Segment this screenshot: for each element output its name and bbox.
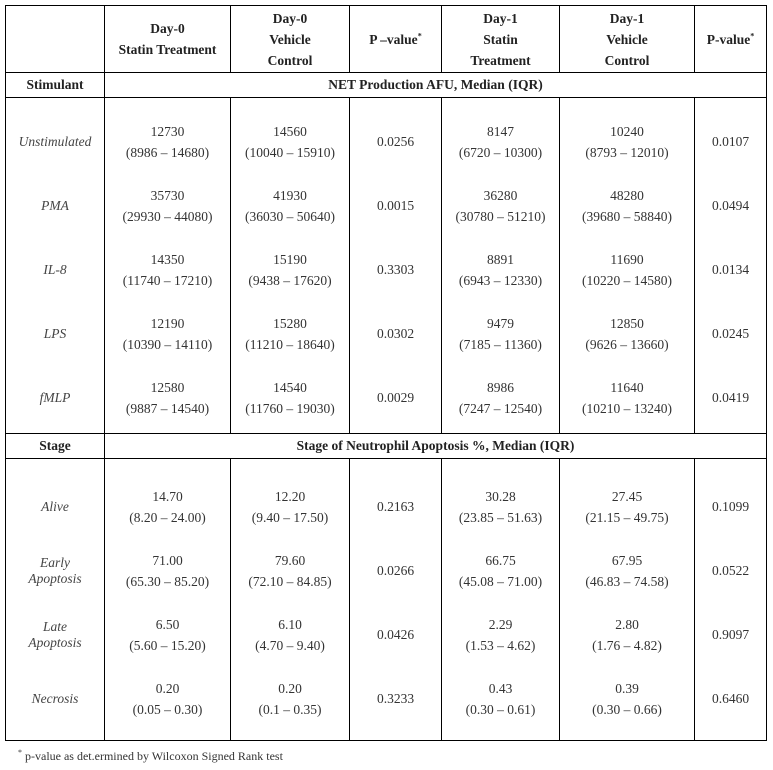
day1-vehicle-value-line: 0.39 (615, 680, 639, 696)
day1-vehicle-value (560, 475, 694, 539)
day0-statin-value (105, 238, 230, 302)
row-label-column (6, 459, 105, 741)
day0-statin-value-line: (11740 – 17210) (122, 272, 213, 288)
day0-vehicle-value (231, 475, 349, 539)
day0-vehicle-value-line: (9.40 – 17.50) (251, 509, 329, 525)
day1-vehicle-value-line: 48280 (610, 187, 644, 203)
row-label-line: Late (42, 618, 67, 634)
day1-vehicle-value (560, 366, 694, 430)
row-label-line: Apoptosis (28, 570, 82, 586)
header-day1-statin (442, 6, 560, 73)
day0-vehicle-value-line: (11210 – 18640) (245, 336, 335, 352)
header-line: Treatment (470, 52, 531, 68)
day0-vehicle-value (231, 366, 349, 430)
day1-statin-value-line: (6720 – 10300) (458, 144, 543, 160)
day1-statin-value-line: 36280 (483, 187, 518, 203)
row-label (6, 110, 104, 174)
day1-statin-value (442, 475, 559, 539)
day0-vehicle-value-column (231, 459, 350, 741)
p-value-day1 (695, 539, 766, 603)
day1-statin-value-stack (442, 102, 559, 430)
day0-vehicle-value (231, 238, 349, 302)
p-value-day0-line: 0.3233 (376, 690, 415, 706)
p-value-day0 (350, 366, 441, 430)
day0-statin-value-stack (105, 469, 230, 731)
day1-statin-value (442, 110, 559, 174)
day1-vehicle-value-stack (560, 102, 694, 430)
day1-vehicle-value-line: (0.30 – 0.66) (592, 701, 662, 717)
day0-statin-value-column (105, 459, 231, 741)
section-title-apoptosis: Stage of Neutrophil Apoptosis %, Median (IQR) (105, 434, 767, 459)
day1-statin-value-line: (6943 – 12330) (458, 272, 543, 288)
day1-vehicle-value-line: 11640 (610, 379, 644, 395)
day1-statin-value (442, 174, 559, 238)
p-value-day0-line: 0.0266 (376, 562, 415, 578)
day1-vehicle-value-line: (8793 – 12010) (585, 144, 669, 160)
day0-vehicle-value-line: (10040 – 15910) (245, 144, 335, 160)
day1-statin-value (442, 539, 559, 603)
results-table (5, 5, 767, 741)
p-value-day0-line: 0.2163 (376, 498, 415, 514)
header-line: Control (267, 52, 313, 68)
day0-statin-value-line: (0.05 – 0.30) (132, 701, 203, 717)
section-title-net: NET Production AFU, Median (IQR) (105, 73, 767, 98)
header-line: P –value (369, 31, 418, 47)
day1-statin-value-line: (30780 – 51210) (455, 208, 546, 224)
day0-vehicle-value-stack (231, 469, 349, 731)
day1-statin-value-line: 30.28 (485, 488, 516, 504)
day0-statin-value-line: 14350 (150, 251, 185, 267)
day0-statin-value-line: 12580 (150, 379, 185, 395)
day1-vehicle-value (560, 110, 694, 174)
row-label-stack (6, 469, 104, 731)
day0-statin-value (105, 110, 230, 174)
day1-statin-value-stack (442, 469, 559, 731)
footnote (18, 749, 283, 764)
row-label (6, 667, 104, 731)
day0-vehicle-value-line: 6.10 (278, 616, 302, 632)
p-value-day1 (695, 174, 766, 238)
p-value-day1-line: 0.0134 (711, 261, 750, 277)
day0-vehicle-value (231, 667, 349, 731)
p-value-day0 (350, 174, 441, 238)
header-blank (6, 6, 105, 73)
day0-vehicle-value-line: (11760 – 19030) (245, 400, 335, 416)
day1-statin-value (442, 302, 559, 366)
footnote-marker: * (750, 31, 755, 40)
p-value-day1-line: 0.9097 (711, 626, 750, 642)
day1-vehicle-value-line: (1.76 – 4.82) (592, 637, 662, 653)
day0-vehicle-value (231, 174, 349, 238)
day0-vehicle-value-line: (72.10 – 84.85) (248, 573, 332, 589)
day1-statin-value (442, 603, 559, 667)
header-day1-vehicle (560, 6, 695, 73)
row-label-column (6, 98, 105, 434)
p-value-day1 (695, 667, 766, 731)
day0-statin-value (105, 366, 230, 430)
day1-statin-value-line: 66.75 (485, 552, 516, 568)
p-value-day0-column (350, 98, 442, 434)
row-label (6, 174, 104, 238)
day0-statin-value-line: 6.50 (155, 616, 180, 632)
day0-vehicle-value-stack (231, 102, 349, 430)
p-value-day1 (695, 366, 766, 430)
day1-statin-value-line: 8986 (487, 379, 514, 395)
day1-statin-value-column (442, 459, 560, 741)
p-value-day1-line: 0.6460 (711, 690, 750, 706)
p-value-day1-line: 0.0522 (711, 562, 750, 578)
day1-statin-value-column (442, 98, 560, 434)
day0-vehicle-value-line: (9438 – 17620) (248, 272, 332, 288)
row-label-line: PMA (41, 197, 69, 213)
row-label (6, 238, 104, 302)
day1-vehicle-value-line: 27.45 (611, 488, 643, 504)
section-label-stimulant: Stimulant (6, 73, 105, 98)
row-label (6, 366, 104, 430)
header-line: Vehicle (606, 31, 648, 47)
p-value-day0 (350, 238, 441, 302)
day1-statin-value (442, 238, 559, 302)
day0-vehicle-value (231, 539, 349, 603)
day1-statin-value-line: 2.29 (488, 616, 513, 632)
day0-statin-value-line: (9887 – 14540) (125, 400, 210, 416)
day1-vehicle-value-stack (560, 469, 694, 731)
day1-vehicle-value-line: (39680 – 58840) (582, 208, 672, 224)
day0-statin-value-line: (5.60 – 15.20) (129, 637, 206, 653)
row-label (6, 539, 104, 603)
day1-vehicle-value-line: (21.15 – 49.75) (585, 509, 669, 525)
footnote-text: p-value as det.ermined by Wilcoxon Signed Rank test (22, 749, 283, 763)
p-value-day1-line: 0.0494 (711, 197, 750, 213)
header-p-value-day0 (350, 6, 442, 73)
day1-statin-value-line: 0.43 (488, 680, 513, 696)
p-value-day0-line: 0.0029 (376, 389, 415, 405)
section-label-stage: Stage (6, 434, 105, 459)
day0-vehicle-value-line: 79.60 (274, 552, 306, 568)
p-value-day0 (350, 475, 441, 539)
p-value-day0-line: 0.0302 (376, 325, 415, 341)
p-value-day0 (350, 302, 441, 366)
day0-vehicle-value-column (231, 98, 350, 434)
day1-vehicle-value (560, 603, 694, 667)
header-day0-vehicle (231, 6, 350, 73)
day1-vehicle-value-line: 67.95 (611, 552, 643, 568)
p-value-day0 (350, 539, 441, 603)
day0-statin-value-line: (8.20 – 24.00) (129, 509, 206, 525)
p-value-day0 (350, 667, 441, 731)
row-label-line: Alive (41, 498, 69, 514)
day0-vehicle-value-line: (36030 – 50640) (245, 208, 335, 224)
day0-statin-value-line: 35730 (150, 187, 185, 203)
row-label-line: LPS (43, 325, 67, 341)
day1-statin-value-line: (45.08 – 71.00) (458, 573, 543, 589)
day0-statin-value-line: (65.30 – 85.20) (125, 573, 210, 589)
p-value-day1-column (695, 98, 767, 434)
day0-statin-value (105, 174, 230, 238)
header-line: Day-0 (272, 10, 308, 26)
p-value-day0-column (350, 459, 442, 741)
day0-statin-value-line: (10390 – 14110) (122, 336, 213, 352)
day1-vehicle-value-line: 2.80 (615, 616, 639, 632)
day0-statin-value-column (105, 98, 231, 434)
day0-statin-value-line: 0.20 (155, 680, 180, 696)
day0-vehicle-value-line: 15280 (273, 315, 307, 331)
header-p-value-day1 (695, 6, 767, 73)
day0-statin-value-line: 12190 (150, 315, 185, 331)
p-value-day1 (695, 475, 766, 539)
p-value-day1-line: 0.0419 (711, 389, 750, 405)
day1-vehicle-value (560, 174, 694, 238)
header-line: Statin (483, 31, 518, 47)
day0-vehicle-value (231, 110, 349, 174)
p-value-day1-line: 0.1099 (711, 498, 750, 514)
p-value-day1 (695, 302, 766, 366)
day1-statin-value (442, 366, 559, 430)
day1-statin-value-line: 8891 (487, 251, 514, 267)
row-label (6, 475, 104, 539)
header-line: P-value (706, 31, 751, 47)
day0-vehicle-value-line: 14540 (273, 379, 307, 395)
day0-statin-value (105, 302, 230, 366)
row-label-line: Early (40, 554, 70, 570)
header-line: Day-1 (483, 10, 518, 26)
day1-vehicle-value (560, 302, 694, 366)
day0-statin-value-line: 14.70 (152, 488, 183, 504)
footnote-marker: * (18, 748, 22, 757)
section-row-stage (6, 434, 767, 459)
day1-statin-value-line: (0.30 – 0.61) (465, 701, 536, 717)
day0-vehicle-value-line: 41930 (273, 187, 307, 203)
day0-vehicle-value-line: 12.20 (274, 488, 306, 504)
day0-statin-value-line: (29930 – 44080) (122, 208, 213, 224)
day1-vehicle-value (560, 667, 694, 731)
row-label-stack (6, 102, 104, 430)
day1-statin-value (442, 667, 559, 731)
day0-statin-value-stack (105, 102, 230, 430)
header-row (6, 6, 767, 73)
day0-vehicle-value (231, 302, 349, 366)
header-line: Control (604, 52, 650, 68)
day1-vehicle-value-column (560, 459, 695, 741)
day0-statin-value-line: 71.00 (152, 552, 183, 568)
header-line: Day-0 (150, 21, 185, 36)
header-day0-statin (105, 6, 231, 73)
p-value-day0-line: 0.0015 (376, 197, 415, 213)
p-value-day0-line: 0.0256 (376, 133, 415, 149)
p-value-day1-line: 0.0245 (711, 325, 750, 341)
row-label-line: fMLP (39, 389, 71, 405)
day0-vehicle-value-line: 15190 (273, 251, 307, 267)
row-label-line: IL-8 (43, 261, 67, 277)
day1-statin-value-line: (7185 – 11360) (459, 336, 542, 352)
day1-vehicle-value-column (560, 98, 695, 434)
day0-vehicle-value-line: (0.1 – 0.35) (258, 701, 322, 717)
day1-statin-value-line: 8147 (487, 123, 514, 139)
p-value-day0 (350, 603, 441, 667)
day1-vehicle-value (560, 539, 694, 603)
footnote-marker: * (417, 31, 422, 40)
section-row-stimulant (6, 73, 767, 98)
header-line: Statin Treatment (118, 42, 217, 57)
day0-vehicle-value-line: 0.20 (278, 680, 302, 696)
row-label (6, 302, 104, 366)
header-line: Day-1 (609, 10, 645, 26)
day0-statin-value (105, 475, 230, 539)
day1-statin-value-line: 9479 (487, 315, 514, 331)
day0-vehicle-value (231, 603, 349, 667)
p-value-day0-line: 0.3303 (376, 261, 415, 277)
row-label-line: Necrosis (31, 690, 79, 706)
day1-vehicle-value-line: 11690 (610, 251, 644, 267)
day0-statin-value-line: 12730 (150, 123, 185, 139)
p-value-day1-stack (695, 102, 766, 430)
day0-vehicle-value-line: (4.70 – 9.40) (255, 637, 325, 653)
p-value-day0 (350, 110, 441, 174)
day0-vehicle-value-line: 14560 (273, 123, 307, 139)
apoptosis-data-row (6, 459, 767, 741)
row-label (6, 603, 104, 667)
day0-statin-value (105, 603, 230, 667)
day0-statin-value-line: (8986 – 14680) (125, 144, 210, 160)
day1-vehicle-value (560, 238, 694, 302)
net-data-row (6, 98, 767, 434)
day1-statin-value-line: (23.85 – 51.63) (458, 509, 543, 525)
p-value-day0-line: 0.0426 (376, 626, 415, 642)
day0-statin-value (105, 539, 230, 603)
p-value-day1-line: 0.0107 (711, 133, 750, 149)
p-value-day1-stack (695, 469, 766, 731)
day1-vehicle-value-line: (10210 – 13240) (582, 400, 672, 416)
p-value-day0-stack (350, 102, 441, 430)
day1-statin-value-line: (7247 – 12540) (458, 400, 543, 416)
day1-vehicle-value-line: (9626 – 13660) (585, 336, 669, 352)
p-value-day1 (695, 238, 766, 302)
p-value-day1 (695, 110, 766, 174)
day1-vehicle-value-line: (10220 – 14580) (582, 272, 672, 288)
day1-vehicle-value-line: 10240 (610, 123, 644, 139)
day0-statin-value (105, 667, 230, 731)
day1-statin-value-line: (1.53 – 4.62) (465, 637, 536, 653)
header-line: Vehicle (269, 31, 311, 47)
p-value-day1-column (695, 459, 767, 741)
p-value-day1 (695, 603, 766, 667)
day1-vehicle-value-line: (46.83 – 74.58) (585, 573, 669, 589)
p-value-day0-stack (350, 469, 441, 731)
day1-vehicle-value-line: 12850 (610, 315, 644, 331)
row-label-line: Apoptosis (28, 634, 82, 650)
row-label-line: Unstimulated (18, 133, 92, 149)
